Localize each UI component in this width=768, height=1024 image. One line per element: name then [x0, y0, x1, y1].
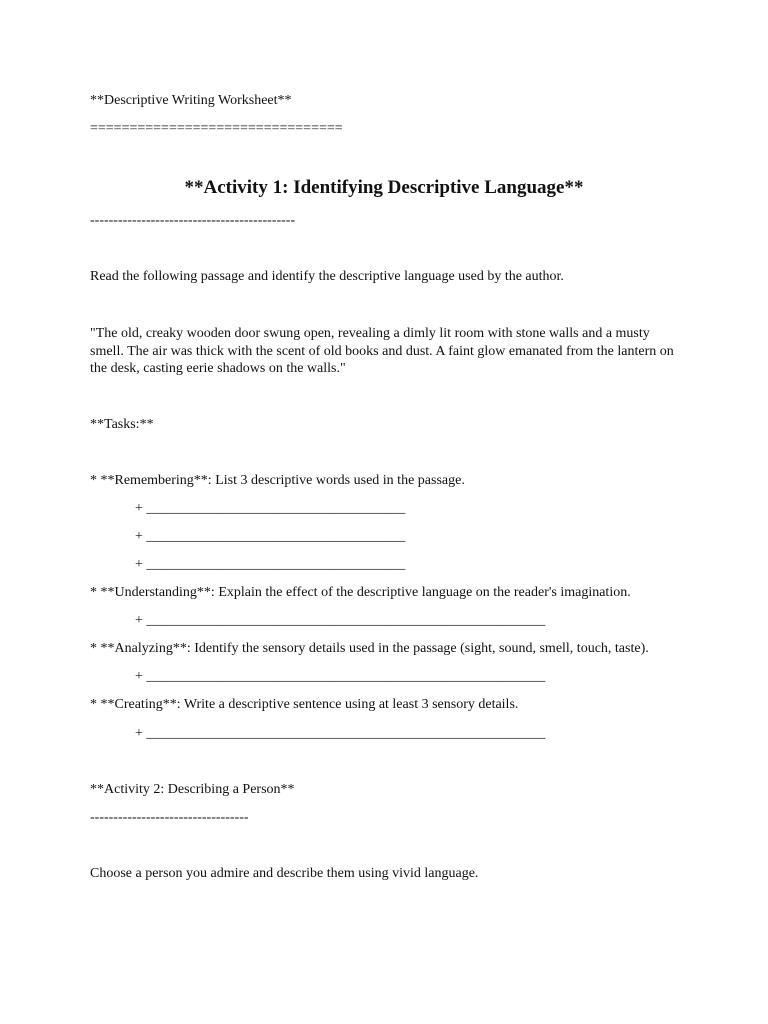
answer-blank[interactable]: + _________________________________________________________: [135, 613, 546, 628]
task-creating: * **Creating**: Write a descriptive sentence using at least 3 sensory details.: [90, 697, 519, 712]
task-understanding: * **Understanding**: Explain the effect of the descriptive language on the reader's imagination.: [90, 585, 631, 600]
answer-blank[interactable]: + _________________________________________________________: [135, 726, 546, 741]
activity1-instructions: Read the following passage and identify the descriptive language used by the author.: [90, 269, 564, 284]
task-remembering: * **Remembering**: List 3 descriptive words used in the passage.: [90, 473, 465, 488]
passage-text: "The old, creaky wooden door swung open, revealing a dimly lit room with stone walls and a musty smell. The air was thick with the scent of old books and dust. A faint glow emanated from the lantern on the desk, casting eerie shadows on the walls.": [90, 326, 674, 376]
activity2-rule: ----------------------------------: [90, 810, 249, 825]
answer-blank[interactable]: + _________________________________________________________: [135, 669, 546, 684]
answer-blank[interactable]: + _____________________________________: [135, 501, 406, 516]
answer-blank[interactable]: + _____________________________________: [135, 529, 406, 544]
worksheet-title: **Descriptive Writing Worksheet**: [90, 93, 292, 108]
activity1-heading: **Activity 1: Identifying Descriptive Language**: [184, 177, 584, 198]
title-rule: ================================: [90, 121, 343, 136]
task-analyzing: * **Analyzing**: Identify the sensory details used in the passage (sight, sound, smell, touch, taste).: [90, 641, 649, 656]
activity2-instructions: Choose a person you admire and describe them using vivid language.: [90, 866, 479, 881]
activity1-rule: --------------------------------------------: [90, 213, 296, 228]
activity2-heading: **Activity 2: Describing a Person**: [90, 782, 295, 797]
tasks-label: **Tasks:**: [90, 417, 154, 432]
answer-blank[interactable]: + _____________________________________: [135, 557, 406, 572]
